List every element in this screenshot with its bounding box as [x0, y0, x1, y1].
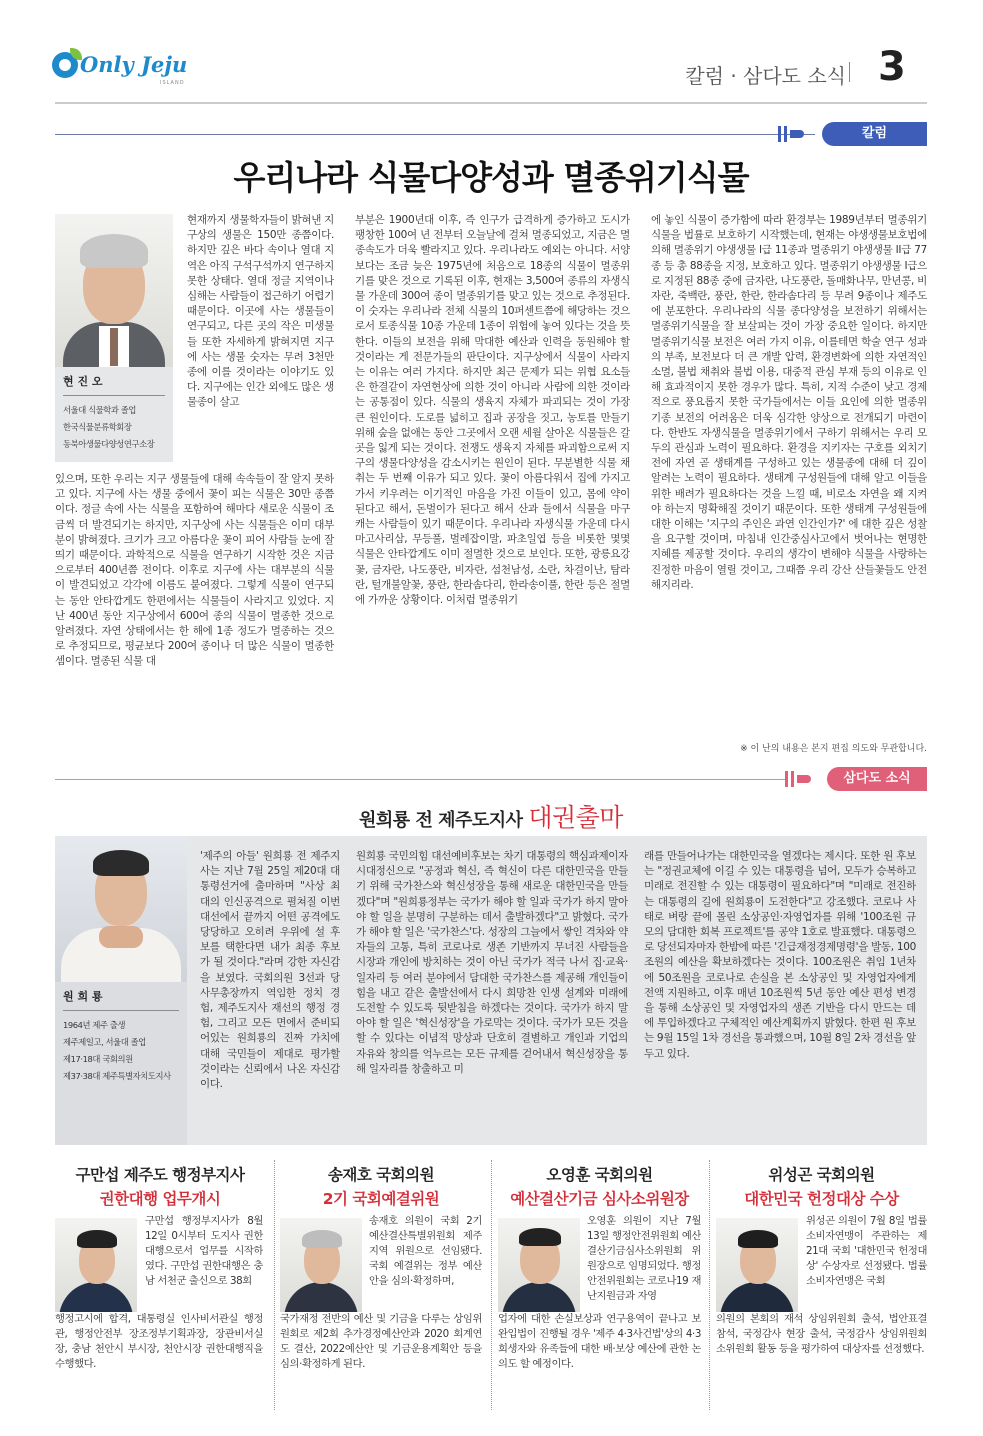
column-text-col3: 에 놓인 식물이 증가함에 따라 환경부는 1989년부터 멸종위기식물을 법률로 보호하기 시작했는데, 현재는 야생생물보호법에 의해 멸종위기 야생생물 I급 11종과 멸종위기 야생생물 II급 77종 등 총 88종을 지정, 보호하고 있다. 멸종위기 야생생물 I급으로 지정된 88종 중에 금자란, 나도풍란, 돌매화나무, 만년콩, 비자란, 죽백란, 풍란, 한란, 한라솜다리 등 무려 9종이나 제주도에 분포한다. 우리나라의 식물 종다양성을 보전하기 위해서는 멸종위기식물을 잘 보살피는 것이 가장 중요한 일이다. 하지만 멸종위기식물 보전은 여러 가지 이유, 이를테면 학술 연구 성과의 부족, 보전보다 더 큰 개발 압력, 환경변화에 의한 자연적인 소멸, 불법 채취와 불법 이용, 대중적 관심 부재 등의 이유로 인해 효과적이지 못한 경우가 많다. 특히, 지적 수준이 낮고 경제적으로 풍요롭지 못한 국가들에서는 이들 요인에 의한 멸종위기종 보전의 어려움은 더욱 심각한 양상으로 전개되기 마련이다. 한반도 자생식물을 멸종위기에서 구하기 위해서는 우리 모두의 관심과 노력이 필요하다. 환경을 지키자는 구호를 외치기 전에 자연 곧 생태계를 구성하고 있는 생물종에 대해 더 깊이 알려는 노력이 필요하다. 생태계 구성원들에 대해 알고 이들을 위한 배려가 필요하다는 것을 느낄 때, 비로소 자연을 왜 지켜야 하는지 명확해질 것이기 때문이다. 또한 생태계 구성원들에 대한 이해는 '지구의 주인은 과연 인간인가?' 에 대한 깊은 성찰을 요구할 것이며, 마침내 인간중심사고에서 벗어나는 현명한 지혜를 제공할 것이다. 우리의 생각이 변해야 식물을 사랑하는 진정한 마음이 열릴 것이고, 그때쯤 우리 강산 산들꽃들도 안전해지리라.: [651, 214, 927, 591]
brief-photo: [280, 1218, 362, 1312]
disclaimer: ※ 이 난의 내용은 본지 편집 의도와 무관합니다.: [740, 744, 927, 754]
news-text-col3: 래를 만들어나가는 대한민국을 열겠다는 제시다. 또한 원 후보는 "정권교체에 이길 수 있는 대통령을 넘어, 모두가 승복하고 미래로 전진할 수 있는 대통령이 필요하다"며 "미래로 전진하는 대통령의 길에 원희룡이 도전한다"고 강조했다. 코로나 사태로 벼랑 끝에 몰린 소상공인·자영업자를 위해 '100조원 규모의 담대한 회복 프로젝트'를 공약 1호로 발표했다. 대통령으로 당선되자마자 한밤에 따른 '긴급재정경제명령'을 발동, 100조원의 예산을 확보하겠다는 것이다. 100조원은 취임 1년차에 50조원을 코로나로 손실을 본 소상공인 및 자영업자에게 전액 지원하고, 이후 매년 10조원씩 5년 동안 예산 편성 변경을 통해 소상공인 및 자영업자의 생존 기반을 다시 만드는 데에 투입하겠다고 구체적인 예산계획까지 밝혔다. 한편 원 후보는 9월 15일 1차 경선을 통과했으며, 10월 8일 2차 경선을 앞두고 있다.: [644, 850, 916, 1060]
author-bio-line: 한국식물분류학회장: [63, 422, 132, 432]
news-headline: [55, 798, 927, 834]
only-jeju-logo: [52, 50, 192, 90]
column-headline: 우리나라 식물다양성과 멸종위기식물: [233, 158, 749, 197]
page-number: 3: [878, 44, 906, 90]
brief-divider: [709, 1160, 710, 1410]
news-text-col1: '제주의 아들' 원희룡 전 제주지사는 지난 7월 25일 제20대 대통령선거에 출마하며 "사상 최대의 인신공격으로 펼쳐질 이번 대선에서 끝까지 어떤 공격에도 당당하고 오히려 우위에 설 후보를 택한다면 내가 최종 후보가 될 것이다."라며 강한 자신감을 보였다. 국회의원 3선과 당 사무총장까지 역임한 정치 경험, 제주도지사 재선의 행정 경험, 그리고 모든 면에서 준비되어있는 원희룡의 진짜 가치에 대해 국민들이 제대로 평가할 것이라는 신뢰에서 나온 자신감이다.: [200, 850, 340, 1091]
news-headline-main: 원희룡 전 제주도지사: [359, 810, 523, 831]
brief-text-beside: 위성곤 의원이 7월 8일 법률소비자연맹이 주관하는 제21대 국회 '대한민국 헌정대상' 수상자로 선정됐다. 법률소비자연맹은 국회: [806, 1215, 927, 1287]
candidate-bio: [55, 982, 187, 1145]
news-headline-red: 대권출마: [528, 803, 623, 832]
column-text-col1: 있으며, 또한 우리는 지구 생물들에 대해 속속들이 잘 알지 못하고 있다. 지구에 사는 생물 중에서 꽃이 피는 식물은 30만 종쯤이다. 정글 속에 사는 식물을 포함하여 해마다 새로운 식물이 조금씩 더 발견되기는 하지만, 지구상에 사는 식물들은 이미 대부분이 밝혀졌다. 크기가 크고 아름다운 꽃이 피어 사람들 눈에 잘 띄기 때문이다. 과학적으로 식물을 연구하기 시작한 것은 지금으로부터 400년쯤 전이다. 이후로 지구에 사는 대부분의 식물이 발견되었고 각각에 이름도 붙여졌다. 그렇게 식물이 연구되는 동안 안타깝게도 한편에서는 식물들이 사라지고 있었다. 지난 400년 동안 지구상에서 600여 종의 식물이 멸종한 것으로 알려졌다. 자연 상태에서는 한 해에 1종 정도가 멸종하는 것으로 추정되므로, 평균보다 200여 종이나 더 많은 식물이 멸종한 셈이다. 멸종된 식물 대: [55, 473, 334, 668]
candidate-bio-line: 제주제일고, 서울대 졸업: [63, 1037, 146, 1047]
brief-photo: [498, 1218, 580, 1312]
candidate-bio-line: 제17·18대 국회의원: [63, 1054, 133, 1064]
author-photo: [55, 214, 173, 367]
candidate-bio-line: 1964년 제주 출생: [63, 1020, 126, 1030]
author-bio-line: 동북아생물다양성연구소장: [63, 439, 155, 449]
brief-text-beside: 송재호 의원이 국회 2기 예산결산특별위원회 제주지역 위원으로 선임됐다. 국회 예결위는 정부 예산안을 심의·확정하며,: [369, 1215, 482, 1287]
news-section-rule: [55, 779, 785, 780]
brief-title: 위성곤 국회의원: [768, 1166, 875, 1184]
candidate-photo: [55, 836, 187, 982]
brief-photo: [716, 1218, 798, 1312]
brief-divider: [274, 1160, 275, 1410]
brief-title: 송재호 국회의원: [327, 1166, 435, 1184]
author-bio: [55, 367, 173, 462]
brief-text-beside: 오영훈 의원이 지난 7월 13일 행정안전위원회 예산결산기금심사소위원회 위원장으로 임명되었다. 행정안전위원회는 코로나19 재난지원금과 자영: [587, 1215, 701, 1302]
brief-subtitle: 2기 국회예결위원: [322, 1190, 440, 1208]
brief-text: 국가재정 전반의 예산 및 기금을 다루는 상임위원회로 제2회 추가경정예산안과 2020 회계연도 결산, 2022예산안 및 기금운용계획안 등을 심의·확정하게 된다.: [280, 1313, 482, 1370]
tab-marker-icon: [778, 122, 808, 146]
candidate-bio-line: 제37·38대 제주특별자치도지사: [63, 1071, 171, 1081]
section-title: 칼럼 · 삼다도 소식: [685, 64, 846, 88]
brief-divider: [491, 1160, 492, 1410]
header-rule: [55, 102, 927, 104]
author-bio-line: 서울대 식물학과 졸업: [63, 405, 137, 415]
brief-text: 행정고시에 합격, 대통령실 인사비서관실 행정관, 행정안전부 장조정부기획과장, 장관비서실장, 충남 천안시 부시장, 천안시장 권한대행직을 수행했다.: [55, 1313, 263, 1370]
brief-subtitle: 권한대행 업무개시: [99, 1190, 221, 1208]
brief-text: 의원의 본회의 재석 상임위원회 출석, 법안표결 참석, 국정감사 현장 출석, 국정감사 상임위원회 소위원회 활동 등을 평가하여 대상자를 선정했다.: [716, 1313, 927, 1355]
column-tab: 칼럼: [822, 122, 927, 146]
brief-text: 업자에 대한 손실보상과 연구용역이 끝나고 보완입법이 진행될 경우 '제주 4·3사건법'상의 4·3희생자와 유족들에 대한 배·보상 예산에 관한 논의도 할 예정이다.: [498, 1313, 701, 1370]
author-name: 현 진 오: [63, 373, 165, 396]
candidate-name: 원 희 룡: [63, 988, 179, 1011]
logo-text: Only Jeju: [80, 52, 188, 77]
column-section-rule: [55, 134, 815, 135]
brief-subtitle: 대한민국 헌정대상 수상: [744, 1190, 899, 1208]
column-text-beside-photo: 현재까지 생물학자들이 밝혀낸 지구상의 생물은 150만 종쯤이다. 하지만 깊은 바다 속이나 열대 지역은 아직 구석구석까지 연구하지 못한 상태다. 열대 정글 지역이나 심해는 사람들이 접근하기 어렵기 때문이다. 이곳에 사는 생물들이 연구되고, 다른 곳의 작은 미생물들 또한 자세하게 밝혀지면 지구에 사는 생물 숫자는 무려 3천만 종에 이를 것이라는 이야기도 있다. 지구에는 인간 외에도 많은 생물종이 살고: [187, 214, 334, 409]
logo-subtext: ISLAND: [160, 80, 185, 86]
section-divider: [849, 62, 850, 82]
brief-text-beside: 구만섭 행정부지사가 8월 12일 0시부터 도지사 권한대행으로서 업무를 시작하였다. 구만섭 권한대행은 충남 서천군 출신으로 38회: [145, 1215, 263, 1287]
tab-marker-icon: [785, 767, 815, 791]
brief-title: 오영훈 국회의원: [546, 1166, 653, 1184]
column-text-col2: 부분은 1900년대 이후, 즉 인구가 급격하게 증가하고 도시가 팽창한 100여 년 전부터 오늘날에 걸쳐 멸종되었고, 지금은 멸종속도가 더욱 빨라지고 있다. 우리나라도 예외는 아니다. 서양보다는 조금 늦은 1975년에 처음으로 18종의 식물이 멸종위기를 맞은 것으로 기록된 이후, 현재는 3,500여 종류의 자생식물 가운데 300여 종이 멸종위기를 맞고 있는 것으로 추정된다. 이 숫자는 우리나라 전체 식물의 10퍼센트쯤에 해당하는 것으로서 토종식물 10종 가운데 1종이 위험에 놓여 있다는 것을 뜻한다. 이들의 보전을 위해 막대한 예산과 인력을 동원해야 할 것이라는 게 전문가들의 판단이다. 지구상에서 식물이 사라지는 이유는 여러 가지다. 하지만 최근 문제가 되는 위협 요소들은 한결같이 자연현상에 의한 것이 아니라 사람에 의한 것이라는 공통점이 있다. 식물의 생육지 자체가 파괴되는 것이 가장 큰 원인이다. 도로를 넓히고 집과 공장을 짓고, 농토를 만들기 위해 숲을 없애는 동안 그곳에서 오랜 세월 살아온 식물들은 갈 곳을 잃게 되는 것이다. 전쟁도 생육지 자체를 파괴함으로써 지구의 생물다양성을 감소시키는 원인이 된다. 무분별한 식물 채취는 두 번째 이유가 되고 있다. 꽃이 아름다워서 집에 가지고 가서 키우려는 이기적인 마음을 가진 이들이 있고, 몸에 약이 된다고 해서, 돈벌이가 된다고 해서 산과 들에서 식물을 마구 캐는 사람들이 있기 때문이다. 우리나라 자생식물 가운데 다시마고사리삼, 무등풀, 벌레잡이말, 파초일엽 등을 비롯한 몇몇 식물은 안타깝게도 이미 절멸한 것으로 보인다. 또한, 광릉요강꽃, 금자란, 나도풍란, 비자란, 섬천남성, 소란, 차걸이난, 탐라란, 털개불알꽃, 풍란, 한라솜다리, 한라송이풀, 한란 등은 절멸에 가까운 상황이다. 이처럼 멸종위기: [355, 214, 630, 607]
news-tab: 삼다도 소식: [827, 767, 927, 791]
brief-subtitle: 예산결산기금 심사소위원장: [510, 1190, 689, 1208]
news-text-col2: 원희룡 국민의힘 대선예비후보는 차기 대통령의 핵심과제이자 시대정신으로 "공정과 혁신, 즉 혁신이 다른 대한민국을 만들기 위해 국가찬스와 혁신성장을 통해 새로운 대한민국을 만들겠다"며 "원희룡정부는 국가가 해야 할 일과 국가가 하지 말아야 할 일을 분명히 구분하는 데서 출발하겠다"고 밝혔다. 국가가 해야 할 일은 '국가찬스'다. 성장의 그늘에서 쌓인 격차와 약자들의 고통, 특히 코로나로 생존 기반까지 무너진 사람들을 시장과 개인에 방치하는 것이 아닌 국가가 적극 나서 집·교육·일자리 등 여러 분야에서 담대한 국가찬스를 제공해 개인들이 힘을 내고 같은 출발선에서 다시 희망찬 인생 설계와 미래에 도전할 수 있도록 뒷받침을 하겠다는 것이다. 국가가 하지 말아야 할 일은 '혁신성장'을 가로막는 것이다. 국가가 모든 것을 할 수 있다는 이념적 망상과 단호히 결별하고 개인과 기업의 자유와 창의를 억누르는 모든 규제를 걷어내서 혁신성장을 통해 일자리를 창출하고 미: [356, 850, 628, 1075]
brief-photo: [55, 1218, 137, 1312]
brief-title: 구만섭 제주도 행정부지사: [75, 1166, 245, 1184]
